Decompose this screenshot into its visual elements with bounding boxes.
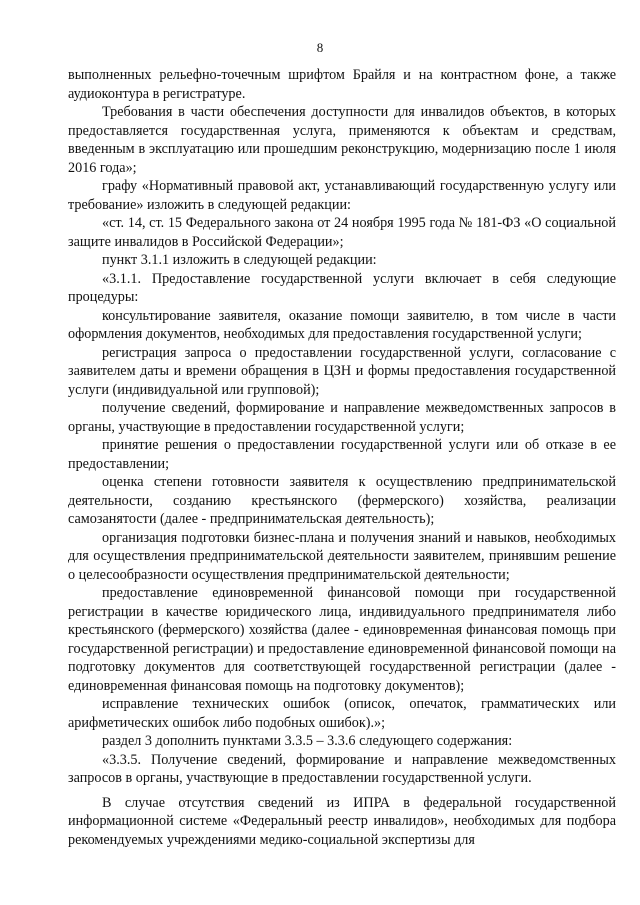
paragraph-ipra-absence: В случае отсутствия сведений из ИПРА в федеральной государственной информационной системе «Федеральный реестр инвалидов», необходимых для подбора рекомендуемых учреждениями медико-социальной экспертизы для	[68, 794, 616, 848]
paragraph-procedure-decision: принятие решения о предоставлении государственной услуги или об отказе в ее предоставлении;	[68, 437, 616, 472]
paragraph-continuation: выполненных рельефно-точечным шрифтом Брайля и на контрастном фоне, а также аудиоконтура в регистратуре.	[68, 67, 616, 102]
paragraph-column-amendment: графу «Нормативный правовой акт, устанавливающий государственную услугу или требование» изложить в следующей редакции:	[68, 178, 616, 213]
paragraph-procedure-consulting: консультирование заявителя, оказание помощи заявителю, в том числе в части оформления документов, необходимых для предоставления государственной услуги;	[68, 307, 616, 342]
paragraph-federal-law-reference: «ст. 14, ст. 15 Федерального закона от 24 ноября 1995 года № 181-ФЗ «О социальной защите инвалидов в Российской Федерации»;	[68, 215, 616, 250]
paragraph-procedure-business-plan: организация подготовки бизнес-плана и получения знаний и навыков, необходимых для осуществления предпринимательской деятельности заявителем, принявшим решение о целесообразности осуществления предпринимательской деятельности;	[68, 529, 616, 583]
page-number: 8	[316, 40, 324, 55]
paragraph-accessibility-requirements: Требования в части обеспечения доступности для инвалидов объектов, в которых предоставляется государственная услуга, применяются к объектам и средствам, введенным в эксплуатацию или прошедшим реконструкцию, модернизацию после 1 июля 2016 года»;	[68, 104, 616, 176]
paragraph-procedure-financial-aid: предоставление единовременной финансовой помощи при государственной регистрации в качестве юридического лица, индивидуального предпринимателя либо крестьянского (фермерского) хозяйства (далее - единовременная финансовая помощь при государственной регистрации) и предоставление единовременной финансовой помощи на подготовку документов для соответствующей государственной регистрации (далее - единовременная финансовая помощь на подготовку документов);	[68, 585, 616, 694]
paragraph-clause-3-1-1: «3.1.1. Предоставление государственной услуги включает в себя следующие процедуры:	[68, 270, 616, 305]
paragraph-procedure-readiness-assessment: оценка степени готовности заявителя к осуществлению предпринимательской деятельности, созданию крестьянского (фермерского) хозяйства, реализации самозанятости (далее - предпринимательская деятельность);	[68, 474, 616, 527]
paragraph-procedure-interagency-requests: получение сведений, формирование и направление межведомственных запросов в органы, участвующие в предоставлении государственной услуги;	[68, 400, 616, 435]
document-body	[68, 66, 616, 849]
paragraph-clause-3-1-1-intro: пункт 3.1.1 изложить в следующей редакции:	[102, 252, 377, 268]
paragraph-procedure-registration: регистрация запроса о предоставлении государственной услуги, согласование с заявителем даты и времени обращения в ЦЗН и формы предоставления государственной услуги (индивидуальной или групповой);	[68, 344, 616, 398]
paragraph-clause-3-3-5: «3.3.5. Получение сведений, формирование и направление межведомственных запросов в органы, участвующие в предоставлении государственной услуги.	[68, 751, 616, 786]
paragraph-procedure-error-correction: исправление технических ошибок (описок, опечаток, грамматических или арифметических ошибок либо подобных ошибок).»;	[68, 696, 616, 731]
paragraph-section-3-addition: раздел 3 дополнить пунктами 3.3.5 – 3.3.6 следующего содержания:	[102, 733, 513, 749]
